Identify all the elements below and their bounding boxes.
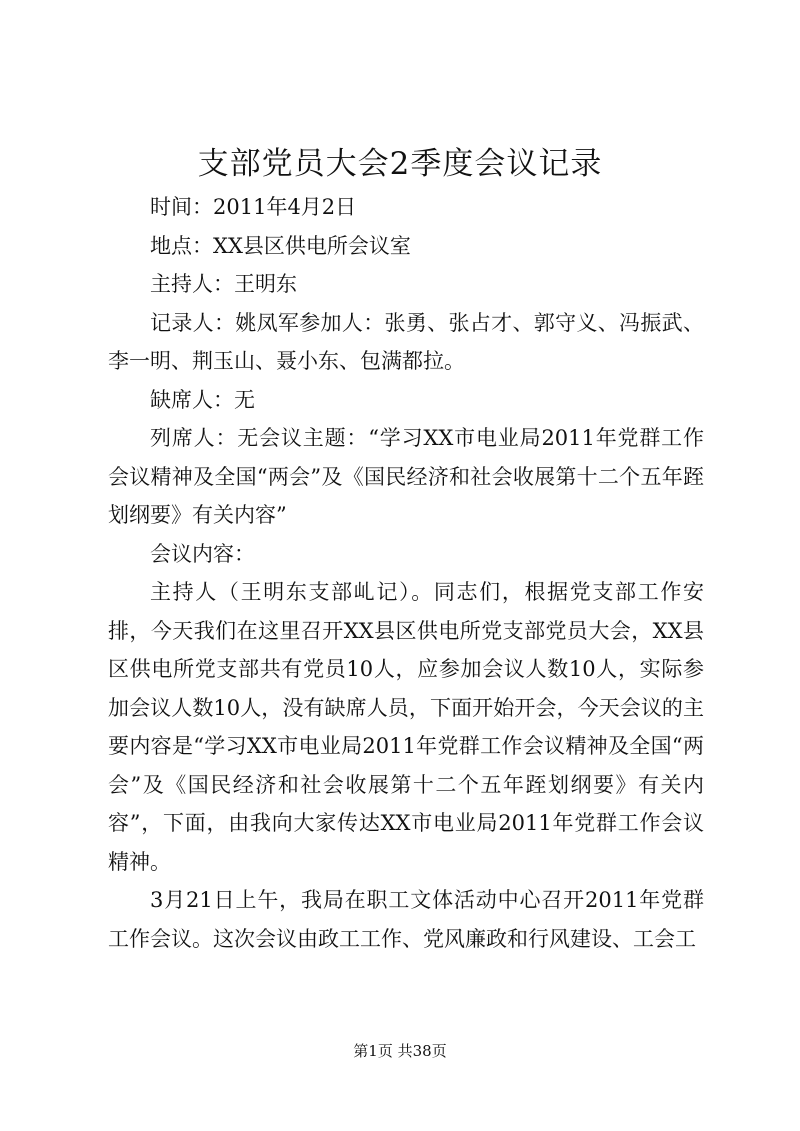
document-body <box>108 188 704 958</box>
recorder-and-attendees: 记录人：姚凤军参加人：张勇、张占才、郭守义、冯振武、李一明、荆玉山、聂小东、包满都拉。 <box>108 310 704 373</box>
meeting-time: 时间：2011年4月2日 <box>150 195 357 219</box>
meeting-host: 主持人：王明东 <box>150 272 297 296</box>
work-meeting-summary: 3月21日上午，我局在职工文体活动中心召开2011年党群工作会议。这次会议由政工工作、党风廉政和行风建设、工会工 <box>108 888 704 951</box>
host-opening-remarks: 主持人（王明东支部乢记）。同志们，根据党支部工作安排，今天我们在这里召开XX县区供电所党支部党员大会，XX县区供电所党支部共有党员10人，应参加会议人数10人，实际参加会议人数10人，没有缺席人员，下面开始开会，今天会议的主要内容是“学习XX市电业局2011年党群工作会议精神及全国“两会”及《国民经济和社会收展第十二个五年跮划纲要》有关内容”，下面，由我向大家传达XX市电业局2011年党群工作会议精神。 <box>108 580 704 874</box>
page-number-footer: 第1页 共38页 <box>353 1042 447 1060</box>
meeting-location: 地点：XX县区供电所会议室 <box>150 233 411 258</box>
guests-and-topic: 列席人：无会议主题：“学习XX市电业局2011年党群工作会议精神及全国“两会”及《国民经济和社会收展第十二个五年跮划纲要》有关内容” <box>108 426 704 527</box>
document-title: 支部党员大会2季度会议记录 <box>197 146 603 182</box>
absent-members: 缺席人：无 <box>150 387 255 412</box>
meeting-content-heading: 会议内容： <box>150 541 255 566</box>
